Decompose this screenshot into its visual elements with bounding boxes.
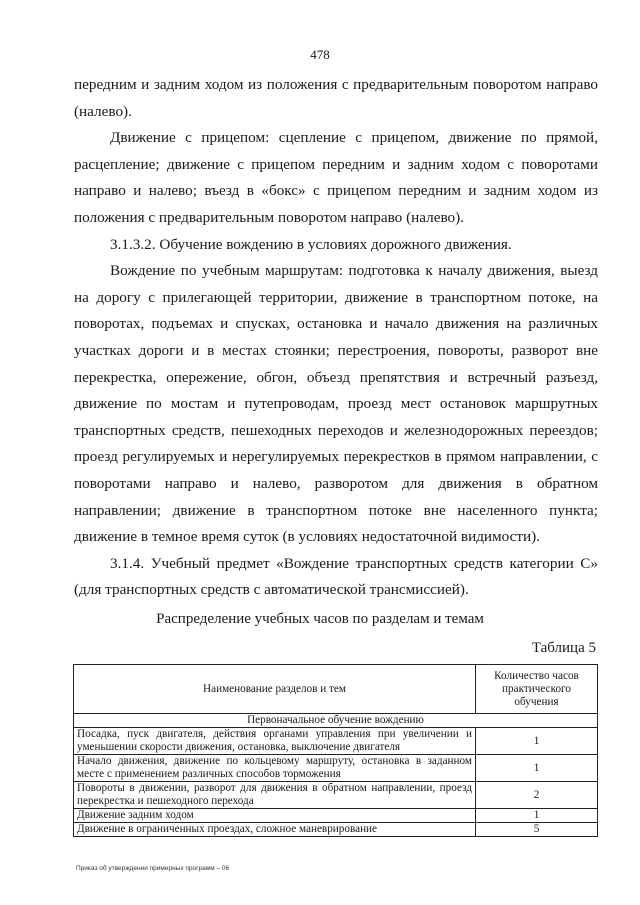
header-hours: Количество часов практического обучения <box>476 665 598 714</box>
table-row <box>74 728 598 755</box>
header-topic-name: Наименование разделов и тем <box>74 665 476 714</box>
section-title: Первоначальное обучение вождению <box>74 714 598 728</box>
topic-cell: Посадка, пуск двигателя, действия органами управления при увеличении и уменьшении скорости движения, остановка, выключение двигателя <box>74 728 476 755</box>
hours-cell: 2 <box>476 782 598 809</box>
subject-heading: 3.1.4. Учебный предмет «Вождение транспортных средств категории C» (для транспортных средств с автоматической трансмиссией). <box>74 554 598 599</box>
hours-cell: 1 <box>476 809 598 823</box>
table-row <box>74 809 598 823</box>
page-number: 478 <box>310 47 330 62</box>
paragraph: Вождение по учебным маршрутам: подготовка к началу движения, выезд на дорогу с прилегающей территории, движение в транспортном потоке, на поворотах, подъемах и спусках, остановка и начало движения на различных участках дороги и в местах стоянки; перестроения, повороты, разворот вне перекрестка, опережение, обгон, объезд препятствия и встречный разъезд, движение по мостам и путепроводам, проезд мест остановок маршрутных транспортных средств, пешеходных переходов и железнодорожных переездов; проезд регулируемых и нерегулируемых перекрестков в прямом направлении, с поворотами направо и налево, разворотом для движения в обратном направлении; движение в транспортном потоке вне населенного пункта; движение в темное время суток (в условиях недостаточной видимости). <box>74 262 598 546</box>
table-section-row <box>74 714 598 728</box>
paragraph: Движение с прицепом: сцепление с прицепом, движение по прямой, расцепление; движение с прицепом передним и задним ходом с поворотами направо и налево; въезд в «бокс» с прицепом передним и задним ходом из положения с предварительным поворотом направо (налево). <box>74 129 598 226</box>
paragraph: передним и задним ходом из положения с предварительным поворотом направо (налево). <box>74 76 598 120</box>
table-label: Таблица 5 <box>531 640 596 656</box>
hours-cell: 1 <box>476 755 598 782</box>
table-header-row <box>74 665 598 714</box>
topic-cell: Движение задним ходом <box>74 809 476 823</box>
footer-note: Приказ об утверждении примерных программ – 06 <box>76 865 230 872</box>
hours-table <box>73 664 598 837</box>
topic-cell: Начало движения, движение по кольцевому маршруту, остановка в заданном месте с применением различных способов торможения <box>74 755 476 782</box>
table-row <box>74 782 598 809</box>
hours-cell: 5 <box>476 823 598 837</box>
body-text <box>74 72 598 604</box>
section-heading: 3.1.3.2. Обучение вождению в условиях дорожного движения. <box>110 235 512 253</box>
topic-cell: Повороты в движении, разворот для движения в обратном направлении, проезд перекрестка и пешеходного перехода <box>74 782 476 809</box>
topic-cell: Движение в ограниченных проездах, сложное маневрирование <box>74 823 476 837</box>
hours-cell: 1 <box>476 728 598 755</box>
table-row <box>74 755 598 782</box>
table-caption: Распределение учебных часов по разделам и темам <box>156 611 484 627</box>
table-row <box>74 823 598 837</box>
